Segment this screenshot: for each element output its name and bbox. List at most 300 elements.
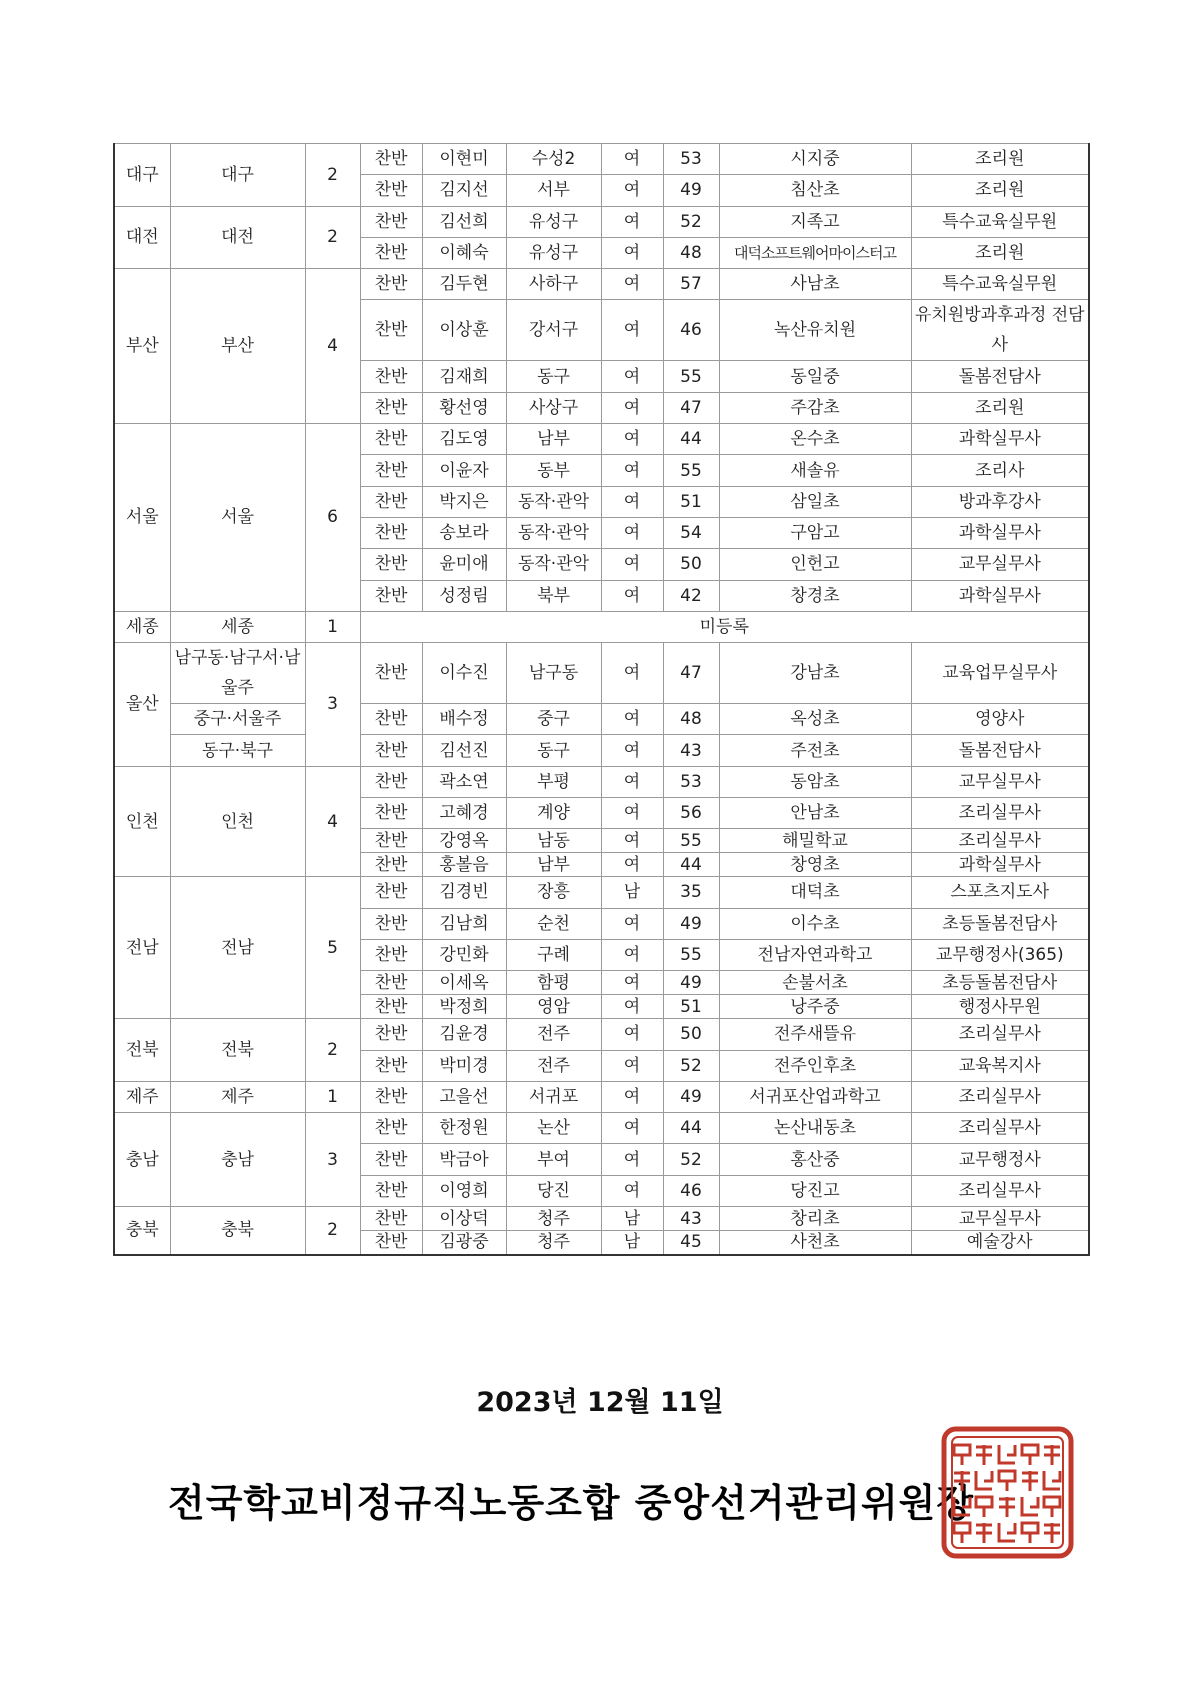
cell-job: 방과후강사 (911, 486, 1089, 517)
cell-school: 이수초 (719, 908, 911, 939)
cell-school: 시지중 (719, 144, 911, 175)
seal-glyph (1044, 1497, 1060, 1517)
cell-school: 전주인후초 (719, 1050, 911, 1081)
cell-name: 곽소연 (422, 766, 506, 797)
cell-job: 조리사 (911, 455, 1089, 486)
seal-glyph (999, 1471, 1015, 1491)
cell-gender: 남 (601, 877, 663, 908)
cell-job: 과학실무사 (911, 424, 1089, 455)
cell-school: 창경초 (719, 580, 911, 611)
cell-school: 동일중 (719, 361, 911, 392)
cell-count: 2 (305, 1207, 360, 1255)
cell-branch: 유성구 (506, 237, 601, 268)
cell-school: 지족고 (719, 206, 911, 237)
cell-branch: 장흥 (506, 877, 601, 908)
cell-name: 윤미애 (422, 549, 506, 580)
seal-glyph (976, 1471, 992, 1489)
cell-job: 과학실무사 (911, 853, 1089, 877)
cell-branch: 부평 (506, 766, 601, 797)
cell-vote: 찬반 (360, 300, 422, 361)
seal-glyph (1044, 1471, 1060, 1489)
cell-age: 44 (663, 424, 719, 455)
table-row (114, 144, 1089, 175)
cell-age: 49 (663, 1081, 719, 1112)
cell-name: 이상훈 (422, 300, 506, 361)
cell-local: 세종 (170, 611, 305, 642)
cell-gender: 여 (601, 1113, 663, 1144)
cell-age: 47 (663, 392, 719, 423)
cell-job: 특수교육실무원 (911, 206, 1089, 237)
cell-job: 초등돌봄전담사 (911, 971, 1089, 995)
cell-school: 창영초 (719, 853, 911, 877)
table-row (114, 1113, 1089, 1144)
cell-school: 옥성초 (719, 704, 911, 735)
cell-vote: 찬반 (360, 1144, 422, 1175)
cell-gender: 여 (601, 1175, 663, 1206)
cell-local: 제주 (170, 1081, 305, 1112)
cell-vote: 찬반 (360, 269, 422, 300)
cell-gender: 여 (601, 704, 663, 735)
cell-name: 김선희 (422, 206, 506, 237)
cell-branch: 남동 (506, 829, 601, 853)
cell-branch: 북부 (506, 580, 601, 611)
cell-name: 김도영 (422, 424, 506, 455)
cell-job: 조리실무사 (911, 1113, 1089, 1144)
cell-gender: 여 (601, 798, 663, 829)
cell-vote: 찬반 (360, 549, 422, 580)
candidate-table (113, 143, 1090, 1256)
cell-job: 예술강사 (911, 1231, 1089, 1255)
cell-age: 50 (663, 1019, 719, 1050)
cell-branch: 영암 (506, 995, 601, 1019)
cell-school: 주전초 (719, 735, 911, 766)
cell-name: 이현미 (422, 144, 506, 175)
cell-vote: 찬반 (360, 486, 422, 517)
cell-job: 교육복지사 (911, 1050, 1089, 1081)
cell-gender: 여 (601, 1144, 663, 1175)
cell-region: 대전 (114, 206, 170, 269)
seal-glyph (976, 1523, 992, 1543)
cell-name: 박미경 (422, 1050, 506, 1081)
cell-age: 50 (663, 549, 719, 580)
cell-count: 4 (305, 766, 360, 877)
cell-school: 주감초 (719, 392, 911, 423)
cell-gender: 여 (601, 908, 663, 939)
cell-branch: 함평 (506, 971, 601, 995)
cell-job: 교무행정사 (911, 1144, 1089, 1175)
cell-name: 강민화 (422, 939, 506, 970)
cell-vote: 찬반 (360, 704, 422, 735)
cell-gender: 여 (601, 829, 663, 853)
cell-vote: 찬반 (360, 1019, 422, 1050)
cell-branch: 당진 (506, 1175, 601, 1206)
cell-school: 강남초 (719, 643, 911, 704)
cell-name: 김광중 (422, 1231, 506, 1255)
cell-local: 전남 (170, 877, 305, 1019)
cell-age: 55 (663, 829, 719, 853)
cell-branch: 사상구 (506, 392, 601, 423)
cell-local: 남구동·남구서·남울주 (170, 643, 305, 704)
cell-job: 행정사무원 (911, 995, 1089, 1019)
cell-name: 이상덕 (422, 1207, 506, 1231)
cell-job: 조리원 (911, 237, 1089, 268)
cell-school: 창리초 (719, 1207, 911, 1231)
cell-branch: 동부 (506, 455, 601, 486)
cell-school: 서귀포산업과학고 (719, 1081, 911, 1112)
seal-glyph (1022, 1471, 1038, 1491)
cell-name: 송보라 (422, 517, 506, 548)
cell-vote: 찬반 (360, 1050, 422, 1081)
cell-school: 녹산유치원 (719, 300, 911, 361)
cell-name: 김두현 (422, 269, 506, 300)
cell-school: 손불서초 (719, 971, 911, 995)
cell-gender: 여 (601, 517, 663, 548)
cell-job: 영양사 (911, 704, 1089, 735)
cell-branch: 남구동 (506, 643, 601, 704)
cell-local: 충북 (170, 1207, 305, 1255)
cell-gender: 여 (601, 361, 663, 392)
cell-gender: 여 (601, 144, 663, 175)
cell-vote: 찬반 (360, 1081, 422, 1112)
cell-region: 부산 (114, 269, 170, 424)
cell-vote: 찬반 (360, 206, 422, 237)
cell-local: 인천 (170, 766, 305, 877)
cell-vote: 찬반 (360, 939, 422, 970)
seal-glyph (999, 1523, 1015, 1541)
cell-age: 55 (663, 455, 719, 486)
cell-name: 홍볼음 (422, 853, 506, 877)
cell-branch: 동작·관악 (506, 517, 601, 548)
cell-count: 1 (305, 611, 360, 642)
cell-job: 과학실무사 (911, 580, 1089, 611)
table-row (114, 766, 1089, 797)
cell-age: 55 (663, 939, 719, 970)
table-row (114, 206, 1089, 237)
cell-school: 새솔유 (719, 455, 911, 486)
cell-age: 46 (663, 1175, 719, 1206)
cell-gender: 여 (601, 939, 663, 970)
cell-school: 전주새뜰유 (719, 1019, 911, 1050)
cell-age: 56 (663, 798, 719, 829)
cell-age: 52 (663, 1050, 719, 1081)
cell-job: 특수교육실무원 (911, 269, 1089, 300)
cell-name: 김윤경 (422, 1019, 506, 1050)
cell-name: 이윤자 (422, 455, 506, 486)
cell-branch: 남부 (506, 853, 601, 877)
cell-vote: 찬반 (360, 1231, 422, 1255)
cell-vote: 찬반 (360, 971, 422, 995)
table-row (114, 643, 1089, 704)
cell-name: 고을선 (422, 1081, 506, 1112)
cell-gender: 여 (601, 735, 663, 766)
cell-vote: 찬반 (360, 424, 422, 455)
cell-vote: 찬반 (360, 995, 422, 1019)
seal-glyph (999, 1497, 1015, 1517)
cell-name: 김경빈 (422, 877, 506, 908)
cell-gender: 여 (601, 643, 663, 704)
cell-age: 43 (663, 735, 719, 766)
cell-vote: 찬반 (360, 643, 422, 704)
cell-school: 해밀학교 (719, 829, 911, 853)
cell-vote: 찬반 (360, 908, 422, 939)
table-row (114, 611, 1089, 642)
cell-gender: 여 (601, 971, 663, 995)
cell-name: 박금아 (422, 1144, 506, 1175)
cell-age: 46 (663, 300, 719, 361)
cell-count: 3 (305, 1113, 360, 1207)
cell-vote: 찬반 (360, 1175, 422, 1206)
cell-branch: 강서구 (506, 300, 601, 361)
cell-region: 세종 (114, 611, 170, 642)
cell-branch: 서귀포 (506, 1081, 601, 1112)
cell-job: 스포츠지도사 (911, 877, 1089, 908)
cell-school: 홍산중 (719, 1144, 911, 1175)
cell-branch: 논산 (506, 1113, 601, 1144)
cell-job: 초등돌봄전담사 (911, 908, 1089, 939)
cell-branch: 순천 (506, 908, 601, 939)
cell-gender: 여 (601, 392, 663, 423)
cell-gender: 여 (601, 1081, 663, 1112)
cell-region: 대구 (114, 144, 170, 207)
cell-job: 조리실무사 (911, 1175, 1089, 1206)
cell-age: 49 (663, 175, 719, 206)
cell-branch: 유성구 (506, 206, 601, 237)
seal-glyph (954, 1523, 970, 1543)
cell-age: 42 (663, 580, 719, 611)
cell-region: 울산 (114, 643, 170, 767)
cell-name: 성정림 (422, 580, 506, 611)
cell-name: 이세옥 (422, 971, 506, 995)
cell-vote: 찬반 (360, 877, 422, 908)
seal-glyph (1022, 1445, 1038, 1465)
cell-vote: 찬반 (360, 735, 422, 766)
cell-gender: 여 (601, 455, 663, 486)
cell-local: 대전 (170, 206, 305, 269)
cell-count: 6 (305, 424, 360, 612)
cell-vote: 찬반 (360, 392, 422, 423)
cell-count: 2 (305, 206, 360, 269)
cell-vote: 찬반 (360, 580, 422, 611)
cell-school: 침산초 (719, 175, 911, 206)
table-row (114, 1207, 1089, 1231)
cell-name: 한정원 (422, 1113, 506, 1144)
cell-school: 안남초 (719, 798, 911, 829)
table-row (114, 424, 1089, 455)
table-row (114, 704, 1089, 735)
cell-vote: 찬반 (360, 455, 422, 486)
cell-branch: 전주 (506, 1019, 601, 1050)
cell-vote: 찬반 (360, 766, 422, 797)
cell-school: 온수초 (719, 424, 911, 455)
cell-gender: 남 (601, 1231, 663, 1255)
cell-vote: 찬반 (360, 517, 422, 548)
cell-age: 55 (663, 361, 719, 392)
cell-vote: 찬반 (360, 1207, 422, 1231)
cell-region: 충북 (114, 1207, 170, 1255)
cell-school: 동암초 (719, 766, 911, 797)
cell-branch: 청주 (506, 1207, 601, 1231)
cell-job: 조리원 (911, 144, 1089, 175)
cell-age: 53 (663, 144, 719, 175)
seal-glyph (954, 1497, 970, 1515)
cell-gender: 여 (601, 486, 663, 517)
cell-school: 전남자연과학고 (719, 939, 911, 970)
cell-age: 54 (663, 517, 719, 548)
cell-name: 김선진 (422, 735, 506, 766)
cell-job: 조리실무사 (911, 829, 1089, 853)
cell-school: 논산내동초 (719, 1113, 911, 1144)
cell-name: 이수진 (422, 643, 506, 704)
cell-vote: 찬반 (360, 237, 422, 268)
cell-job: 돌봄전담사 (911, 361, 1089, 392)
seal-glyph (954, 1445, 970, 1465)
seal-glyph (1022, 1523, 1038, 1543)
cell-branch: 동작·관악 (506, 486, 601, 517)
cell-branch: 전주 (506, 1050, 601, 1081)
cell-name: 이영희 (422, 1175, 506, 1206)
seal-glyph (999, 1445, 1015, 1463)
cell-vote: 찬반 (360, 144, 422, 175)
cell-region: 제주 (114, 1081, 170, 1112)
cell-gender: 여 (601, 766, 663, 797)
cell-gender: 여 (601, 1019, 663, 1050)
cell-name: 박지은 (422, 486, 506, 517)
table-row (114, 269, 1089, 300)
seal-glyph (1044, 1523, 1060, 1543)
cell-name: 황선영 (422, 392, 506, 423)
cell-job: 교무실무사 (911, 549, 1089, 580)
cell-local: 전북 (170, 1019, 305, 1082)
cell-school: 삼일초 (719, 486, 911, 517)
cell-age: 45 (663, 1231, 719, 1255)
cell-name: 박정희 (422, 995, 506, 1019)
cell-age: 43 (663, 1207, 719, 1231)
cell-gender: 여 (601, 269, 663, 300)
cell-vote: 찬반 (360, 798, 422, 829)
cell-job: 조리실무사 (911, 1081, 1089, 1112)
signature-line: 전국학교비정규직노동조합 중앙선거관리위원장 (168, 1481, 975, 1525)
cell-count: 2 (305, 1019, 360, 1082)
seal-glyph (954, 1471, 970, 1491)
cell-gender: 여 (601, 424, 663, 455)
cell-age: 44 (663, 1113, 719, 1144)
cell-gender: 여 (601, 237, 663, 268)
cell-gender: 여 (601, 175, 663, 206)
cell-branch: 동구 (506, 735, 601, 766)
cell-local: 부산 (170, 269, 305, 424)
cell-region: 서울 (114, 424, 170, 612)
cell-job: 교무실무사 (911, 1207, 1089, 1231)
cell-gender: 여 (601, 580, 663, 611)
cell-count: 2 (305, 144, 360, 207)
cell-branch: 동구 (506, 361, 601, 392)
cell-gender: 여 (601, 853, 663, 877)
cell-job: 유치원방과후과정 전담사 (911, 300, 1089, 361)
cell-age: 49 (663, 908, 719, 939)
cell-local: 중구·서울주 (170, 704, 305, 735)
table-row (114, 735, 1089, 766)
cell-job: 조리실무사 (911, 798, 1089, 829)
cell-branch: 청주 (506, 1231, 601, 1255)
cell-gender: 여 (601, 1050, 663, 1081)
cell-age: 48 (663, 237, 719, 268)
cell-branch: 수성2 (506, 144, 601, 175)
cell-school: 당진고 (719, 1175, 911, 1206)
cell-local: 동구·북구 (170, 735, 305, 766)
cell-school: 대덕소프트웨어마이스터고 (719, 237, 911, 268)
cell-school: 구암고 (719, 517, 911, 548)
cell-local: 충남 (170, 1113, 305, 1207)
cell-unregistered: 미등록 (360, 611, 1089, 642)
cell-name: 고혜경 (422, 798, 506, 829)
cell-vote: 찬반 (360, 829, 422, 853)
cell-job: 과학실무사 (911, 517, 1089, 548)
cell-age: 47 (663, 643, 719, 704)
cell-school: 인헌고 (719, 549, 911, 580)
cell-count: 5 (305, 877, 360, 1019)
cell-branch: 구례 (506, 939, 601, 970)
cell-region: 충남 (114, 1113, 170, 1207)
cell-age: 53 (663, 766, 719, 797)
cell-age: 48 (663, 704, 719, 735)
cell-count: 4 (305, 269, 360, 424)
cell-count: 3 (305, 643, 360, 767)
cell-local: 서울 (170, 424, 305, 612)
seal-glyph (976, 1445, 992, 1465)
cell-region: 인천 (114, 766, 170, 877)
seal-glyph (1022, 1497, 1038, 1515)
cell-job: 조리실무사 (911, 1019, 1089, 1050)
table-row (114, 1081, 1089, 1112)
cell-job: 돌봄전담사 (911, 735, 1089, 766)
cell-local: 대구 (170, 144, 305, 207)
cell-branch: 서부 (506, 175, 601, 206)
cell-branch: 남부 (506, 424, 601, 455)
cell-age: 57 (663, 269, 719, 300)
cell-vote: 찬반 (360, 853, 422, 877)
document-date: 2023년 12월 11일 (476, 1387, 724, 1418)
cell-name: 강영옥 (422, 829, 506, 853)
cell-school: 대덕초 (719, 877, 911, 908)
cell-name: 김재희 (422, 361, 506, 392)
cell-branch: 사하구 (506, 269, 601, 300)
table-row (114, 877, 1089, 908)
cell-job: 교육업무실무사 (911, 643, 1089, 704)
cell-gender: 여 (601, 549, 663, 580)
cell-branch: 동작·관악 (506, 549, 601, 580)
cell-vote: 찬반 (360, 175, 422, 206)
cell-age: 44 (663, 853, 719, 877)
seal-glyph (1044, 1445, 1060, 1465)
cell-gender: 여 (601, 300, 663, 361)
cell-job: 교무실무사 (911, 766, 1089, 797)
cell-name: 배수정 (422, 704, 506, 735)
cell-name: 이혜숙 (422, 237, 506, 268)
cell-count: 1 (305, 1081, 360, 1112)
cell-school: 사남초 (719, 269, 911, 300)
seal-glyph (976, 1497, 992, 1517)
cell-age: 49 (663, 971, 719, 995)
cell-age: 52 (663, 206, 719, 237)
cell-job: 교무행정사(365) (911, 939, 1089, 970)
cell-gender: 남 (601, 1207, 663, 1231)
cell-age: 35 (663, 877, 719, 908)
cell-branch: 부여 (506, 1144, 601, 1175)
cell-gender: 여 (601, 206, 663, 237)
cell-school: 낭주중 (719, 995, 911, 1019)
cell-branch: 중구 (506, 704, 601, 735)
cell-age: 52 (663, 1144, 719, 1175)
